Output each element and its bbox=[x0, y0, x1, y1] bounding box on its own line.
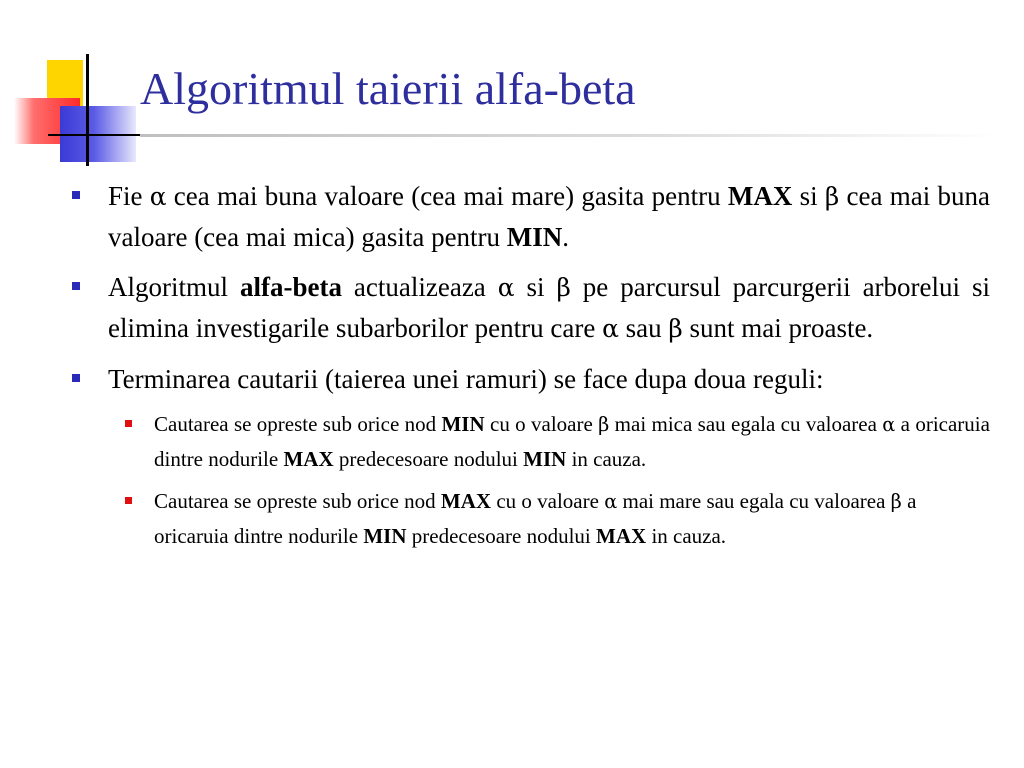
sub-bullet-marker bbox=[125, 420, 132, 427]
slide-content bbox=[70, 176, 990, 563]
logo-vertical-line bbox=[86, 54, 89, 166]
sub-bullet-text: Cautarea se opreste sub orice nod MIN cu o valoare β mai mica sau egala cu valoarea α a oricaruia dintre nodurile MAX predecesoare nodului MIN in cauza. bbox=[154, 412, 990, 471]
logo-horizontal-line bbox=[48, 134, 140, 136]
decorative-logo bbox=[0, 0, 150, 180]
bullet-text: Fie α cea mai buna valoare (cea mai mare) gasita pentru MAX si β cea mai buna valoare (cea mai mica) gasita pentru MIN. bbox=[108, 181, 990, 252]
bullet-3 bbox=[70, 359, 990, 553]
bullet-2 bbox=[70, 267, 990, 349]
bullet-text: Algoritmul alfa-beta actualizeaza α si β pe parcursul parcurgerii arborelui si elimina investigarile subarborilor pentru care α sau β sunt mai proaste. bbox=[108, 272, 990, 343]
sub-bullet-marker bbox=[125, 497, 132, 504]
bullet-text: Terminarea cautarii (taierea unei ramuri) se face dupa doua reguli: bbox=[108, 364, 824, 394]
bullet-marker bbox=[72, 282, 80, 290]
sub-bullet-text: Cautarea se opreste sub orice nod MAX cu o valoare α mai mare sau egala cu valoarea β a oricaruia dintre nodurile MIN predecesoare nodului MAX in cauza. bbox=[154, 489, 917, 548]
sub-bullet-1 bbox=[108, 407, 990, 476]
sub-bullet-2 bbox=[108, 484, 990, 553]
bullet-marker bbox=[72, 374, 80, 382]
sub-bullet-list bbox=[108, 407, 990, 553]
bullet-1 bbox=[70, 176, 990, 257]
title-underline bbox=[140, 134, 1000, 137]
slide-title: Algoritmul taierii alfa-beta bbox=[140, 63, 636, 114]
bullet-marker bbox=[72, 191, 80, 199]
